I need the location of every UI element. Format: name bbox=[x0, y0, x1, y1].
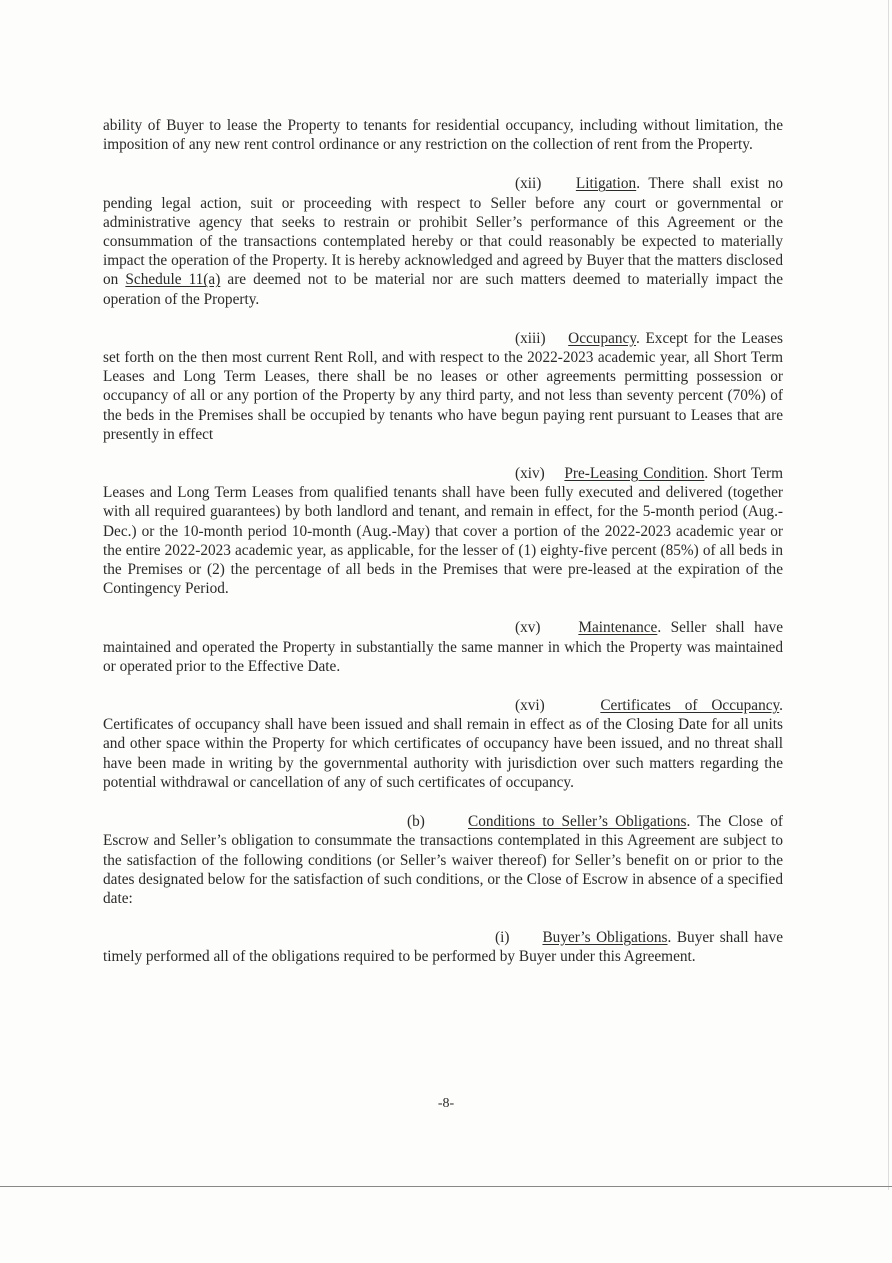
paragraph-text: . Certificates of occupancy shall have been issued and shall remain in effect as of the Closing Date for all units and other space within the Property for which certificates of occupancy have been issued, and no threat shall have been made in writing by the governmental authority with jurisdiction over such matters regarding the potential withdrawal or cancellation of any of such certificates of occupancy. bbox=[103, 697, 783, 791]
section-number: (i) bbox=[495, 929, 510, 947]
scan-edge bbox=[888, 0, 889, 1190]
section-xvi-certificates bbox=[103, 696, 783, 792]
section-number: (xiii) bbox=[515, 329, 546, 347]
schedule-reference: Schedule 11(a) bbox=[125, 271, 221, 289]
section-xii-litigation bbox=[103, 174, 783, 308]
section-heading: Certificates of Occupancy bbox=[600, 697, 780, 715]
paragraph-text: ability of Buyer to lease the Property to tenants for residential occupancy, including without limitation, the imposition of any new rent control ordinance or any restriction on the collection of rent from the Property. bbox=[103, 117, 783, 154]
section-xiii-occupancy bbox=[103, 329, 783, 444]
paragraph-text: . Except for the Leases set forth on the then most current Rent Roll, and with respect to the 2022-2023 academic year, all Short Term Leases and Long Term Leases, there shall be no leases or other agreements permitting possession or occupancy of all or any portion of the Property by any third party, and not less than seventy percent (70%) of the beds in the Premises shall be occupied by tenants who have begun paying rent pursuant to Leases that are presently in effect bbox=[103, 329, 783, 443]
section-heading: Occupancy bbox=[568, 329, 636, 347]
page-bottom-edge bbox=[0, 1186, 892, 1187]
paragraph-text: are deemed not to be material nor are such matters deemed to materially impact the operation of the Property. bbox=[103, 271, 783, 308]
section-xv-maintenance bbox=[103, 618, 783, 676]
document-body bbox=[103, 116, 783, 987]
section-heading: Buyer’s Obligations bbox=[542, 929, 668, 947]
section-heading: Conditions to Seller’s Obligations bbox=[468, 813, 687, 831]
page-number: -8- bbox=[437, 1096, 455, 1111]
section-number: (xiv) bbox=[515, 465, 545, 483]
paragraph-text: . Short Term Leases and Long Term Leases from qualified tenants shall have been fully executed and delivered (together with all required guarantees) by both landlord and tenant, and remain in effect, for the 5-month period (Aug.-Dec.) or the 10-month period 10-month (Aug.-May) that cover a portion of the 2022-2023 academic year or the entire 2022-2023 academic year, as applicable, for the lesser of (1) eighty-five percent (85%) of all beds in the Premises or (2) the percentage of all beds in the Premises that were pre-leased at the expiration of the Contingency Period. bbox=[103, 465, 783, 598]
section-number: (b) bbox=[407, 813, 425, 831]
section-number: (xv) bbox=[515, 619, 541, 637]
paragraph-continuation bbox=[103, 116, 783, 154]
section-b-seller-conditions bbox=[103, 812, 783, 908]
paragraph-text: . Seller shall have maintained and operated the Property in substantially the same manner in which the Property was maintained or operated prior to the Effective Date. bbox=[103, 619, 783, 675]
section-xiv-pre-leasing bbox=[103, 464, 783, 598]
paragraph-text: . The Close of Escrow and Seller’s obligation to consummate the transactions contemplated in this Agreement are subject to the satisfaction of the following conditions (or Seller’s waiver thereof) for Seller’s benefit on or prior to the dates designated below for the satisfaction of such conditions, or the Close of Escrow in absence of a specified date: bbox=[103, 813, 783, 907]
paragraph-text: . Buyer shall have timely performed all of the obligations required to be performed by Buyer under this Agreement. bbox=[103, 929, 783, 966]
section-number: (xii) bbox=[515, 175, 542, 193]
paragraph-text: . There shall exist no pending legal action, suit or proceeding with respect to Seller before any court or governmental or administrative agency that seeks to restrain or prohibit Seller’s performance of this Agreement or the consummation of the transactions contemplated hereby or that could reasonably be expected to materially impact the operation of the Property. It is hereby acknowledged and agreed by Buyer that the matters disclosed on bbox=[103, 175, 784, 289]
section-i-buyer-obligations bbox=[103, 928, 783, 966]
section-number: (xvi) bbox=[515, 697, 545, 715]
section-heading: Pre-Leasing Condition bbox=[564, 465, 705, 483]
section-heading: Maintenance bbox=[578, 619, 658, 637]
section-heading: Litigation bbox=[575, 175, 637, 193]
